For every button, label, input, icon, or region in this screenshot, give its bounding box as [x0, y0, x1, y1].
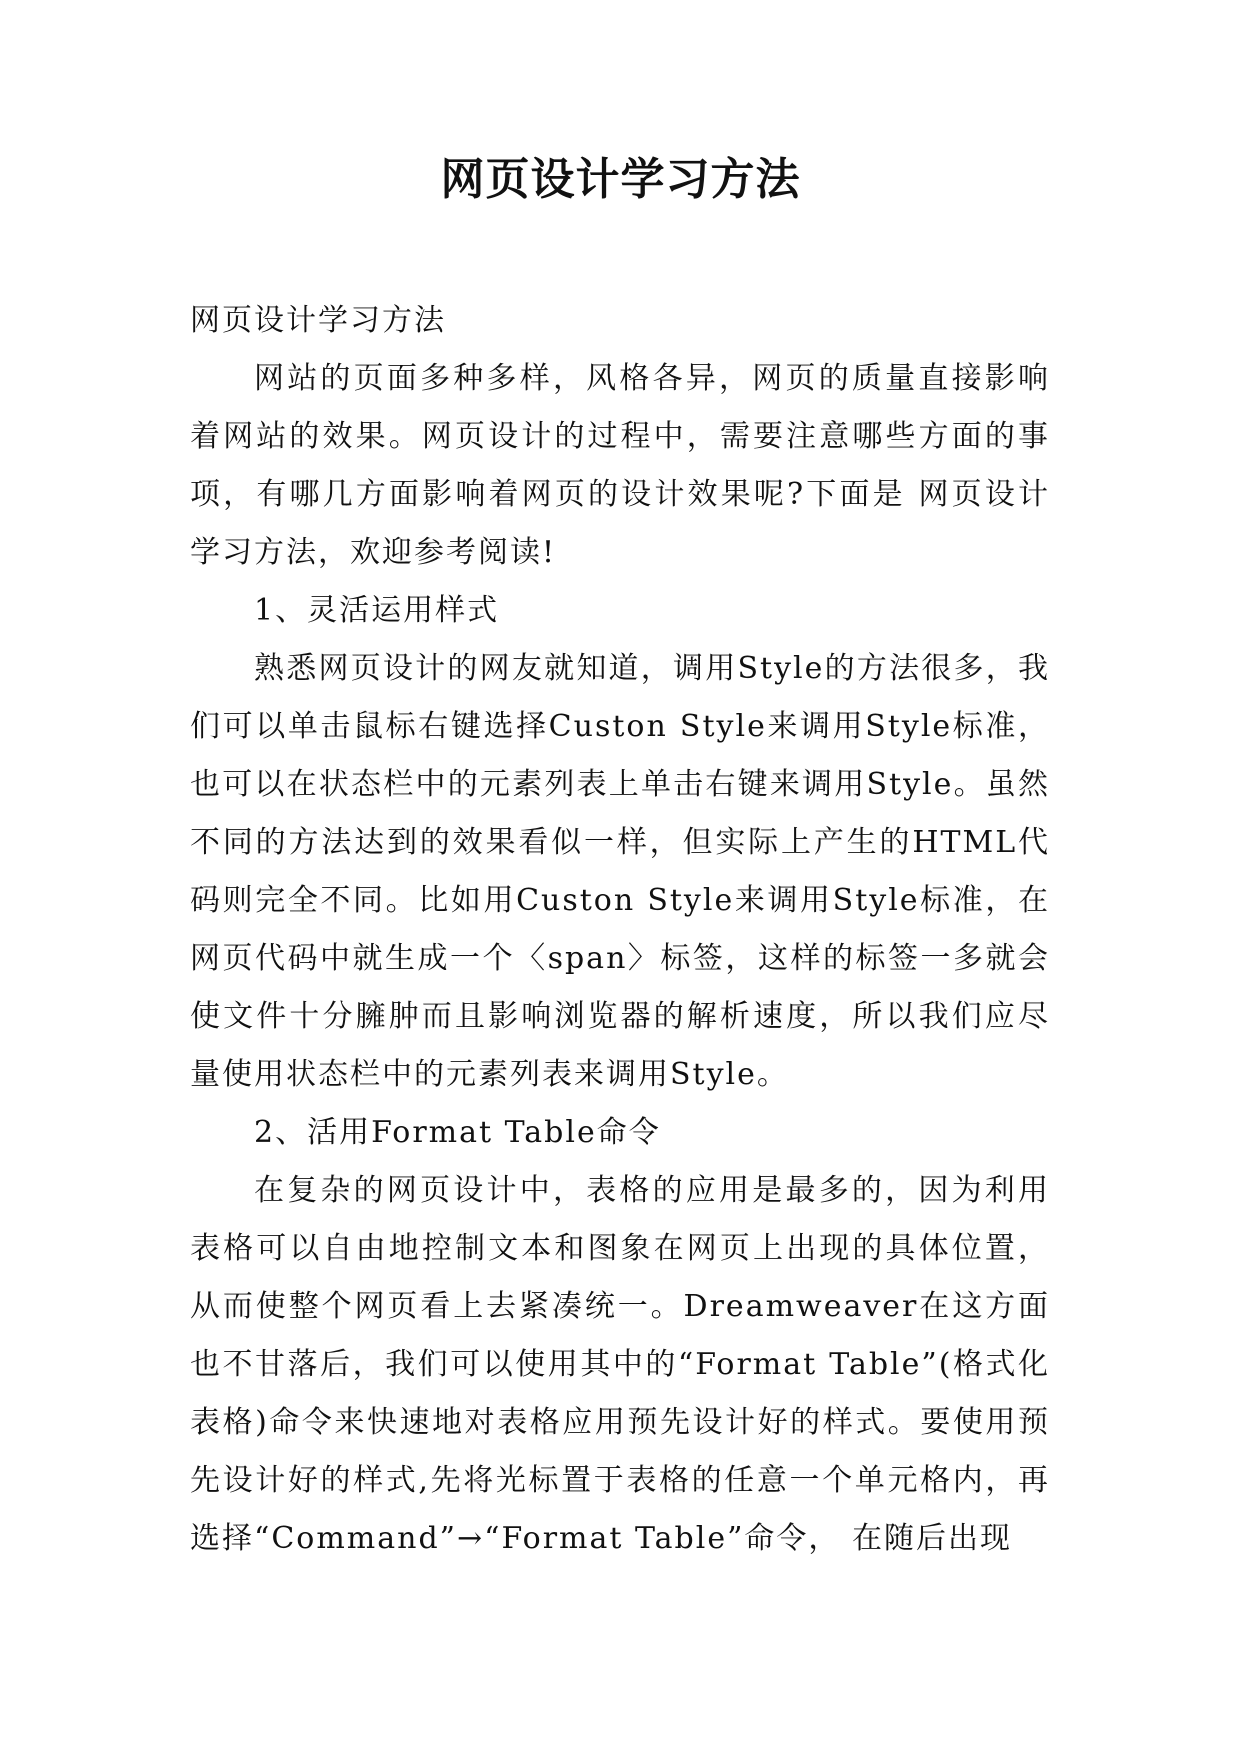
section-2-paragraph: 在复杂的网页设计中，表格的应用是最多的，因为利用表格可以自由地控制文本和图象在网页上出现的具体位置，从而使整个网页看上去紧凑统一。Dreamweaver在这方面也不甘落后，我们可以使用其中的“Format Table”(格式化表格)命令来快速地对表格应用预先设计好的样式。要使用预先设计好的样式,先将光标置于表格的任意一个单元格内，再选择“Command”→“Format Table”命令， 在随后出现: [190, 1173, 1050, 1556]
document-title: 网页设计学习方法: [440, 154, 801, 205]
section-1-paragraph: 熟悉网页设计的网友就知道，调用Style的方法很多，我们可以单击鼠标右键选择Custon Style来调用Style标准，也可以在状态栏中的元素列表上单击右键来调用Style。虽然不同的方法达到的效果看似一样，但实际上产生的HTML代码则完全不同。比如用Custon Style来调用Style标准，在网页代码中就生成一个〈span〉标签，这样的标签一多就会使文件十分臃肿而且影响浏览器的解析速度，所以我们应尽量使用状态栏中的元素列表来调用Style。: [190, 651, 1050, 1092]
section-heading-1: 1、灵活运用样式: [254, 593, 500, 628]
subtitle-paragraph: 网页设计学习方法: [190, 303, 446, 338]
intro-paragraph: 网站的页面多种多样，风格各异，网页的质量直接影响着网站的效果。网页设计的过程中，需要注意哪些方面的事项，有哪几方面影响着网页的设计效果呢?下面是 网页设计学习方法，欢迎参考阅读!: [190, 361, 1050, 570]
document-body: [190, 292, 1050, 1568]
section-heading-2: 2、活用Format Table命令: [254, 1115, 661, 1150]
